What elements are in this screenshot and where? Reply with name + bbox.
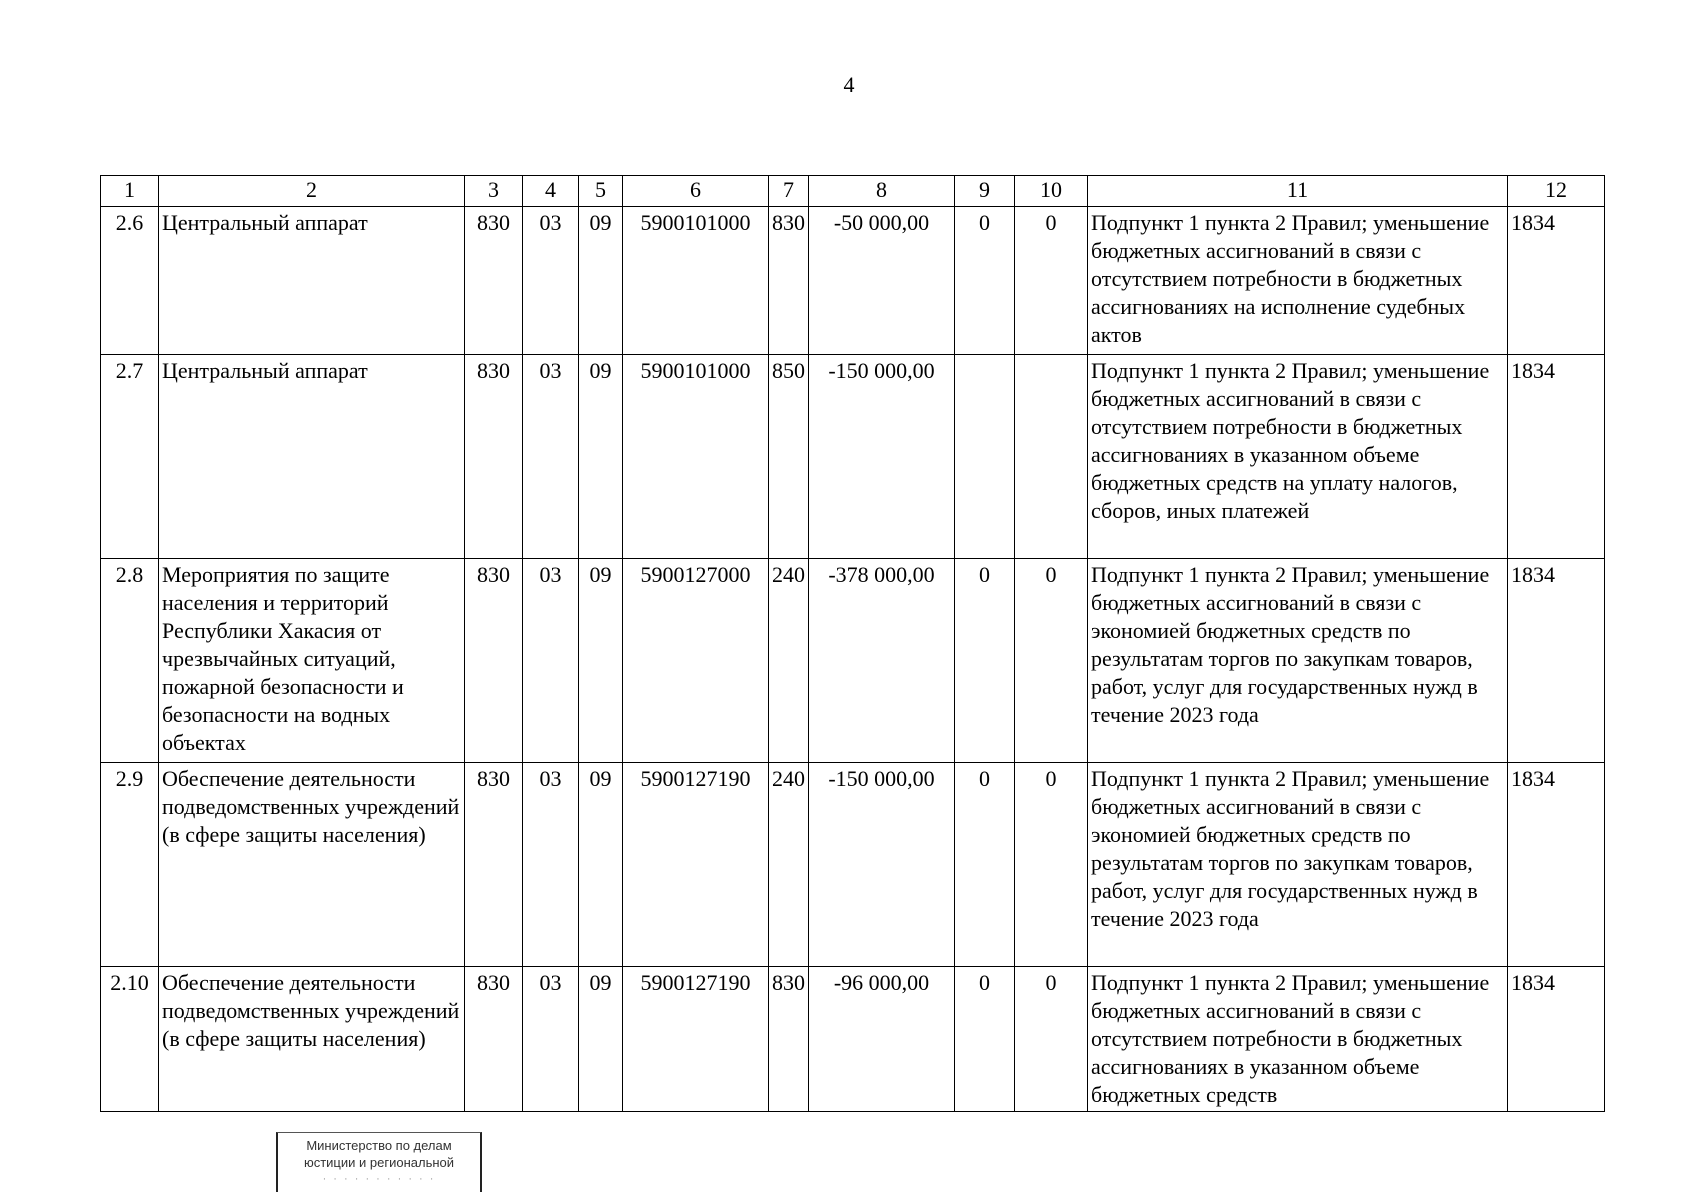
cell-col3: 830 [465,763,523,967]
amount: -150 000,00 [809,763,955,967]
row-number: 2.6 [101,207,159,355]
stamp-line-1: Министерство по делам [306,1138,452,1153]
cell-col4: 03 [523,559,579,763]
col-header-10: 10 [1015,176,1088,207]
cell-col9: 0 [955,763,1015,967]
cell-col10: 0 [1015,559,1088,763]
cell-col6: 5900101000 [623,207,769,355]
cell-col10: 0 [1015,967,1088,1112]
amount: -50 000,00 [809,207,955,355]
page-number: 4 [843,72,855,97]
note: Подпункт 1 пункта 2 Правил; уменьшение бюджетных ассигнований в связи с экономией бюджетных средств по результатам торгов по закупкам товаров, работ, услуг для государственных нужд в течение 2023 года [1088,559,1508,763]
item-name: Центральный аппарат [159,355,465,559]
cell-col9: 0 [955,559,1015,763]
cell-col6: 5900101000 [623,355,769,559]
cell-col12: 1834 [1508,967,1605,1112]
table-row [101,355,1605,559]
note: Подпункт 1 пункта 2 Правил; уменьшение бюджетных ассигнований в связи с отсутствием потребности в бюджетных ассигнованиях в указанном объеме бюджетных средств на уплату налогов, сборов, иных платежей [1088,355,1508,559]
cell-col5: 09 [579,355,623,559]
col-header-4: 4 [523,176,579,207]
col-header-1: 1 [101,176,159,207]
header-row [101,176,1605,207]
cell-col6: 5900127190 [623,967,769,1112]
cell-col3: 830 [465,207,523,355]
table-row [101,967,1605,1112]
cell-col9: 0 [955,967,1015,1112]
table-row [101,763,1605,967]
note: Подпункт 1 пункта 2 Правил; уменьшение бюджетных ассигнований в связи с экономией бюджетных средств по результатам торгов по закупкам товаров, работ, услуг для государственных нужд в течение 2023 года [1088,763,1508,967]
cell-col6: 5900127190 [623,763,769,967]
note: Подпункт 1 пункта 2 Правил; уменьшение бюджетных ассигнований в связи с отсутствием потребности в бюджетных ассигнованиях на исполнение судебных актов [1088,207,1508,355]
row-number: 2.10 [101,967,159,1112]
cell-col5: 09 [579,763,623,967]
cell-col5: 09 [579,559,623,763]
col-header-3: 3 [465,176,523,207]
cell-col5: 09 [579,207,623,355]
budget-table [100,175,1605,1112]
cell-col12: 1834 [1508,763,1605,967]
cell-col4: 03 [523,207,579,355]
cell-col7: 850 [769,355,809,559]
cell-col12: 1834 [1508,355,1605,559]
table-row [101,207,1605,355]
row-number: 2.9 [101,763,159,967]
amount: -150 000,00 [809,355,955,559]
note: Подпункт 1 пункта 2 Правил; уменьшение бюджетных ассигнований в связи с отсутствием потребности в бюджетных ассигнованиях в указанном объеме бюджетных средств [1088,967,1508,1112]
cell-col3: 830 [465,967,523,1112]
cell-col9: 0 [955,207,1015,355]
cell-col3: 830 [465,559,523,763]
cell-col7: 240 [769,763,809,967]
item-name: Мероприятия по защите населения и территорий Республики Хакасия от чрезвычайных ситуаций, пожарной безопасности и безопасности на водных объектах [159,559,465,763]
item-name: Центральный аппарат [159,207,465,355]
col-header-2: 2 [159,176,465,207]
col-header-6: 6 [623,176,769,207]
cell-col5: 09 [579,967,623,1112]
cell-col12: 1834 [1508,559,1605,763]
cell-col7: 830 [769,207,809,355]
cell-col10: 0 [1015,763,1088,967]
stamp-line-2: юстиции и региональной [303,1155,455,1170]
col-header-12: 12 [1508,176,1605,207]
ministry-stamp [276,1132,482,1192]
cell-col7: 240 [769,559,809,763]
cell-col4: 03 [523,967,579,1112]
cell-col12: 1834 [1508,207,1605,355]
item-name: Обеспечение деятельности подведомственных учреждений (в сфере защиты населения) [159,763,465,967]
cell-col3: 830 [465,355,523,559]
col-header-8: 8 [809,176,955,207]
amount: -378 000,00 [809,559,955,763]
row-number: 2.7 [101,355,159,559]
cell-col10: 0 [1015,207,1088,355]
item-name: Обеспечение деятельности подведомственных учреждений (в сфере защиты населения) [159,967,465,1112]
cell-col9 [955,355,1015,559]
col-header-5: 5 [579,176,623,207]
col-header-11: 11 [1088,176,1508,207]
col-header-7: 7 [769,176,809,207]
cell-col4: 03 [523,763,579,967]
cell-col10 [1015,355,1088,559]
row-number: 2.8 [101,559,159,763]
amount: -96 000,00 [809,967,955,1112]
stamp-faint-line: · · · · · · · · · · · [322,1173,436,1185]
col-header-9: 9 [955,176,1015,207]
cell-col6: 5900127000 [623,559,769,763]
cell-col4: 03 [523,355,579,559]
cell-col7: 830 [769,967,809,1112]
table-row [101,559,1605,763]
